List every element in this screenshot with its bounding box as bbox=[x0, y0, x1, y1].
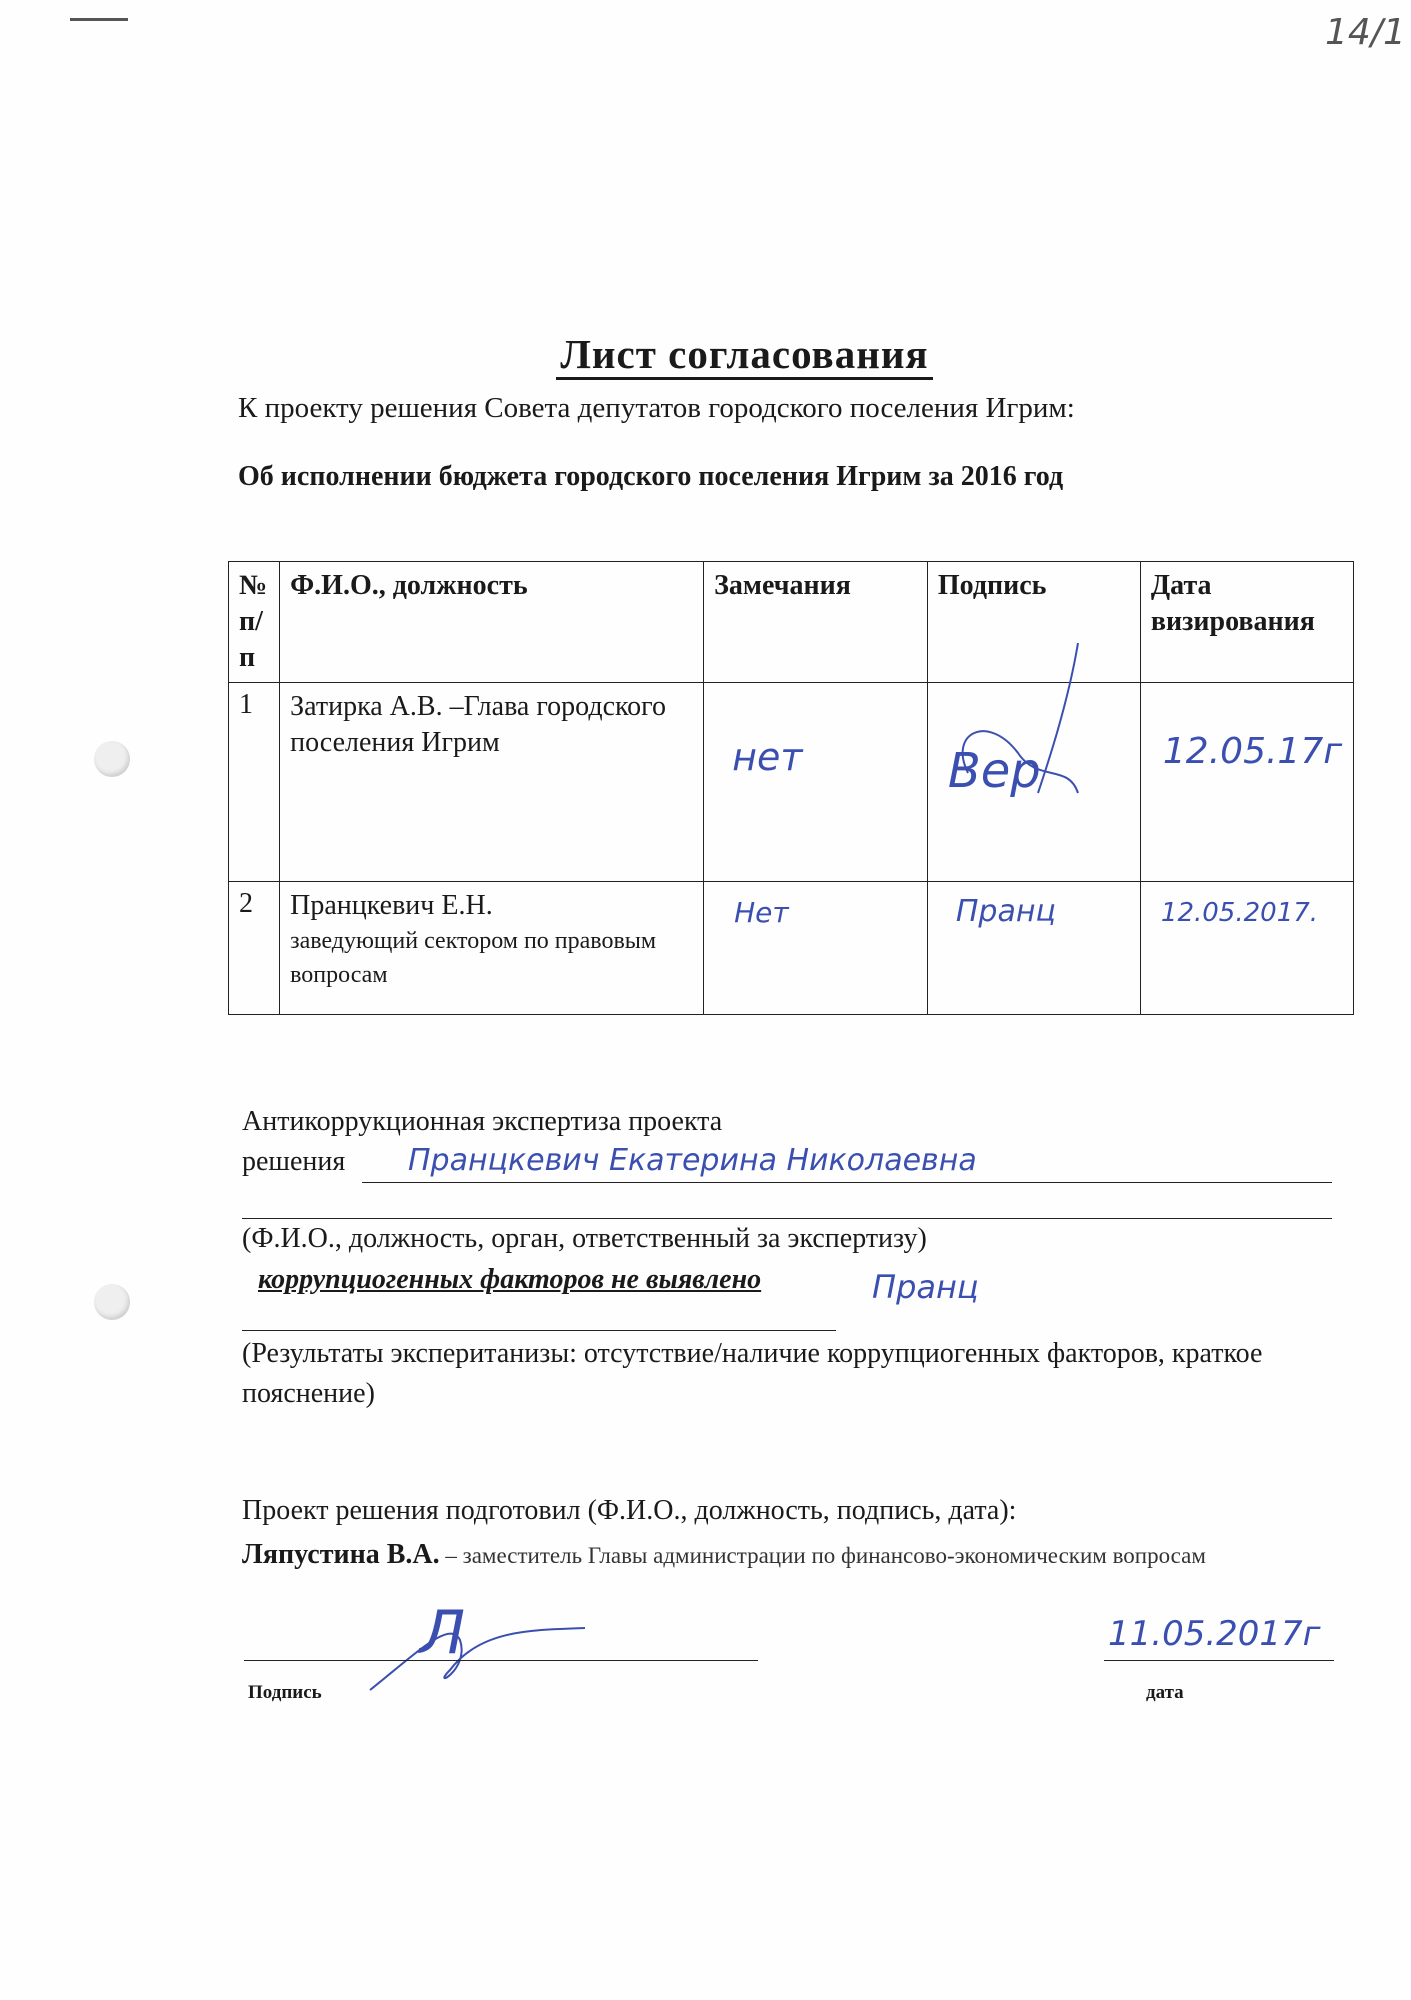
handwritten-remark: нет bbox=[732, 735, 803, 779]
prepared-heading: Проект решения подготовил (Ф.И.О., должность, подпись, дата): bbox=[242, 1495, 1017, 1526]
pen-mark-dash bbox=[70, 18, 128, 21]
prepared-author bbox=[242, 1538, 1332, 1573]
row-name-text: Пранцкевич Е.Н. bbox=[290, 890, 493, 921]
expertise-result-signature: Пранц bbox=[872, 1268, 979, 1306]
header-num: № п/п bbox=[229, 562, 280, 683]
punch-hole-mark bbox=[94, 1284, 130, 1320]
prepared-signature: Л bbox=[420, 1598, 466, 1668]
expertise-label: решения bbox=[242, 1146, 346, 1177]
handwritten-date: 12.05.2017. bbox=[1160, 898, 1319, 928]
expertise-result: коррупциогенных факторов не выявлено bbox=[258, 1264, 762, 1295]
expertise-result-line bbox=[242, 1330, 836, 1331]
row-name bbox=[280, 882, 704, 1015]
row-name: Затирка А.В. –Глава городского поселения Игрим bbox=[280, 683, 704, 882]
date-label: дата bbox=[1146, 1682, 1184, 1703]
prepared-author-position: – заместитель Главы администрации по финансово-экономическим вопросам bbox=[439, 1543, 1206, 1568]
prepared-date-handwritten: 11.05.2017г bbox=[1108, 1614, 1321, 1654]
row-date bbox=[1140, 882, 1353, 1015]
header-remarks: Замечания bbox=[704, 562, 928, 683]
row-signature bbox=[927, 882, 1140, 1015]
expertise-caption: (Ф.И.О., должность, орган, ответственный за экспертизу) bbox=[242, 1223, 927, 1254]
handwritten-remark: Нет bbox=[734, 896, 789, 929]
expertise-heading: Антикоррукционная экспертиза проекта bbox=[242, 1106, 723, 1137]
header-name: Ф.И.О., должность bbox=[280, 562, 704, 683]
expertise-handwritten-name: Пранцкевич Екатерина Николаевна bbox=[408, 1143, 977, 1178]
expertise-result-caption: (Результаты экспеританизы: отсутствие/наличие коррупциогенных факторов, краткое пояснение) bbox=[242, 1338, 1263, 1409]
prepared-author-name: Ляпустина В.А. bbox=[242, 1539, 440, 1570]
table-row bbox=[229, 683, 1354, 882]
document-title: Лист согласования bbox=[0, 330, 1411, 378]
signature-stroke-icon bbox=[928, 643, 1128, 833]
prepared-signature-line bbox=[244, 1660, 758, 1661]
header-date: Дата визирования bbox=[1140, 562, 1353, 683]
approval-table bbox=[228, 561, 1354, 1015]
row-signature bbox=[927, 683, 1140, 882]
row-remarks bbox=[704, 683, 928, 882]
row-num: 2 bbox=[229, 882, 280, 1015]
document-topic: Об исполнении бюджета городского поселения Игрим за 2016 год bbox=[238, 461, 1064, 492]
document-subtitle: К проекту решения Совета депутатов городского поселения Игрим: bbox=[238, 392, 1075, 424]
row-num: 1 bbox=[229, 683, 280, 882]
sign-label: Подпись bbox=[248, 1682, 322, 1703]
prepared-date-line bbox=[1104, 1660, 1334, 1661]
expertise-name-line bbox=[362, 1182, 1332, 1183]
handwritten-signature: Вер bbox=[947, 743, 1041, 799]
handwritten-date: 12.05.17г bbox=[1162, 731, 1343, 772]
expertise-second-line bbox=[242, 1218, 1332, 1219]
handwritten-signature: Пранц bbox=[955, 894, 1056, 929]
row-date bbox=[1140, 683, 1353, 882]
row-remarks bbox=[704, 882, 928, 1015]
row-position-text: заведующий сектором по правовым вопросам bbox=[290, 928, 657, 988]
table-row bbox=[229, 882, 1354, 1015]
table-header-row bbox=[229, 562, 1354, 683]
page-number-handwritten: 14/1 bbox=[1325, 12, 1406, 53]
prepared-signature-stroke-icon bbox=[360, 1610, 590, 1700]
punch-hole-mark bbox=[94, 741, 130, 777]
header-signature: Подпись bbox=[927, 562, 1140, 683]
